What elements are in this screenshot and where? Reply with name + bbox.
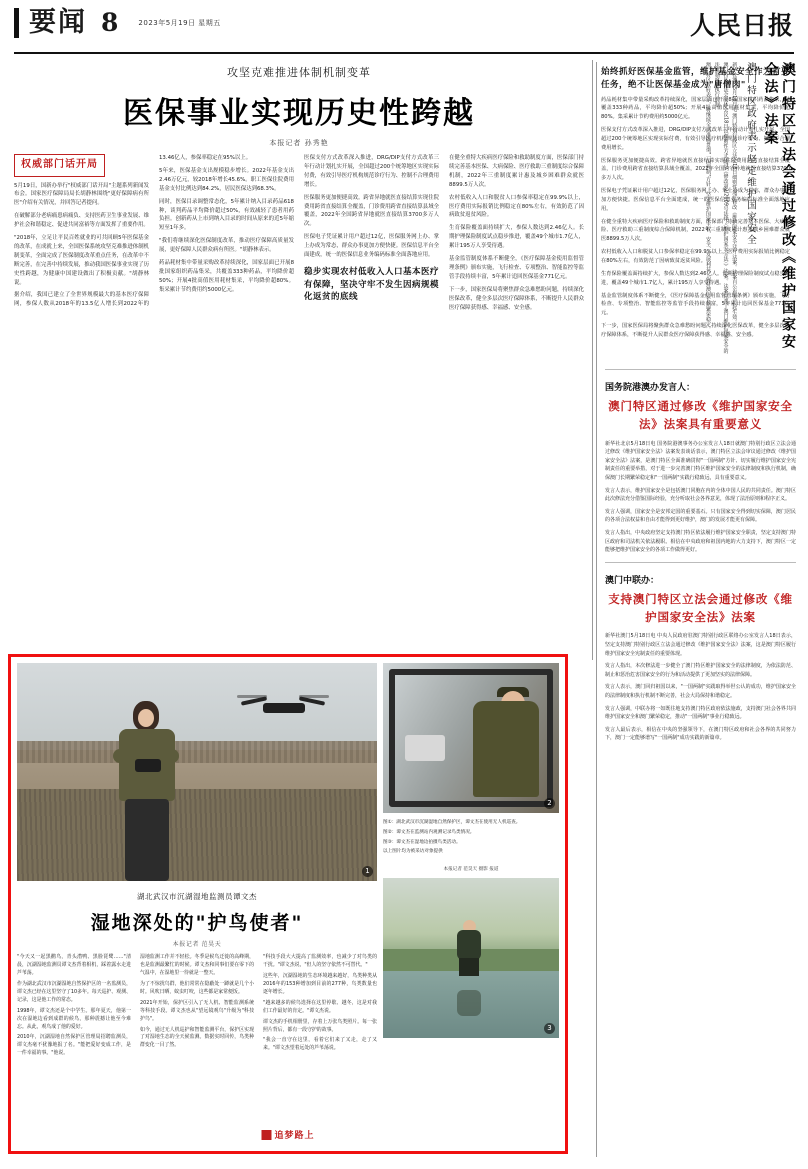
article-paragraph: 医保支付方式改革深入推进，DRG/DIP支付方式改革三年行动计划扎实开展，全国超过200个统筹地区实现实际付费，有效引导医疗机构规范诊疗行为、控制不合理费用增长。	[304, 155, 439, 188]
article-tag: 权威部门话开局	[14, 154, 105, 177]
photo-person-face	[138, 709, 154, 727]
macau-vertical-paragraph: 澳门特区立法会全体会议18日以细则性方式通过《修改第2/2009号法律〈维护国家安全法〉》法案。法案完善了澳门维护国家安全的法律制度和执行机制。	[713, 62, 729, 354]
lead-article	[14, 60, 592, 660]
article-byline: 本报记者 孙秀艳	[269, 139, 329, 147]
sidebar-paragraph: 医保电子凭证累计用户超过12亿，医保服务网上办、掌上办成为常态，群众办事更加方便快捷。医保信息平台全面建成，统一的医保信息业务编码标准全面落地应用。	[601, 188, 790, 212]
article-paragraph: "我们将继续深化医保制度改革，推动医疗保障高质量发展，更好保障人民群众病有所医。"胡静林表示。	[159, 238, 294, 254]
photo-person-legs	[459, 958, 479, 976]
feature-right	[383, 663, 559, 1145]
photo-person-legs	[125, 799, 169, 881]
article-paragraph: 药品耗材集中带量采购改革持续深化，国家层面已开展8批国家组织药品集采，共覆盖333种药品，平均降价超50%；开展4批高值医用耗材集采，平均降价超80%。集采累计节约费用约5000亿元。	[159, 260, 294, 293]
sidebar-paragraph: 医保支付方式改革深入推进，DRG/DIP支付方式改革三年行动计划扎实开展，全国超过200个统筹地区实现实际付费，有效引导医疗机构规范诊疗行为、控制不合理费用增长。	[601, 127, 790, 151]
macau-vertical-title: 澳门特区立法会通过修改《维护国家安全法》法案	[762, 62, 796, 351]
ranger-photographing-birds-photo	[383, 878, 559, 1038]
photo-person-torso	[457, 930, 481, 960]
macau-block-1	[605, 380, 796, 555]
macau-column	[596, 62, 796, 1157]
masthead	[14, 6, 794, 54]
macau-block-1-text	[605, 440, 796, 555]
feature-paragraph: 谭文杰的手机相册里，存着上万张鸟类照片。每一张照片背后，都有一段守护的故事。	[263, 1018, 377, 1033]
article-paragraph: 农村低收入人口和脱贫人口参保率稳定在99.9%以上，医疗费用实际报销比例稳定在80%左右，有效防范了因病致贫返贫风险。	[449, 194, 584, 219]
sidebar-paragraph: 生育保险覆盖面持续扩大，参保人数达到2.46亿人。长期护理保险制度试点稳步推进，覆盖49个城市1.7亿人，累计195万人享受待遇。	[601, 270, 790, 286]
photo-reflection-body	[457, 990, 481, 1016]
feature-body	[17, 954, 377, 1142]
article-paragraph: 在健全重特大疾病医疗保险和救助制度方面，医保部门持续完善基本医保、大病保险、医疗救助三重制度综合保障机制，2022年三重制度累计惠及城乡困难群众就医8899.5万人次。	[449, 155, 584, 188]
macau-paragraph: 发言人最后表示，相信在中央的坚强领导下，在澳门特区政府和社会各界的共同努力下，澳门一定能够谱写"一国两制"成功实践的新篇章。	[605, 726, 796, 742]
macau-block-2-label: 澳门中联办：	[605, 575, 660, 586]
issue-date: 2023年5月19日 星期五	[138, 19, 221, 27]
article-headline: 医保事业实现历史性跨越	[123, 96, 475, 131]
photo-badge: 1	[362, 866, 373, 877]
photo-badge: 2	[544, 798, 555, 809]
macau-vertical-paragraph: 澳门特区政府表示，将继续全面准确贯彻"一国两制"方针，坚定维护国家主权、安全、发展利益，保持澳门长期繁荣稳定。	[704, 62, 711, 332]
sidebar-paragraph: 下一步，国家医保局将聚焦群众急难愁盼问题，持续深化医保改革，健全多层次医疗保障体系，不断提升人民群众医疗保障获得感、幸福感、安全感。	[601, 323, 790, 338]
macau-paragraph: 发言人强调，中联办将一如既往地支持澳门特区政府依法施政，支持澳门社会各界共同维护国家安全和澳门繁荣稳定，推动"一国两制"事业行稳致远。	[605, 705, 796, 721]
divider	[605, 562, 796, 563]
feature-paragraph: 作为湖北武汉市沉湖湿地自然保护区的一名监测员，谭文杰已经在这里坚守了10多年。每天巡护、观测、记录，这是他工作的常态。	[17, 980, 131, 1003]
article-subhead: 稳步实现农村低收入人口基本医疗有保障，坚决守牢不发生因病规模化返贫的底线	[304, 266, 440, 303]
photo-badge: 3	[544, 1023, 555, 1034]
feature-paragraph: 1998年，谭文杰还是个中学生。那年夏天，他第一次在湿地边看到成群的候鸟，那种震撼让他至今难忘。从此，观鸟成了他的爱好。	[17, 1007, 131, 1030]
article-paragraph: 据介绍，我国已建立了全世界规模最大的基本医疗保障网，参保人数从2018年的13.5亿人增长到2022年的13.46亿人，参保率稳定在95%以上。	[14, 155, 252, 308]
feature-headline: 湿地深处的"护鸟使者"	[90, 912, 304, 934]
feature-paragraph: "我会一直守在这里，看着它们来了又走，走了又来。"谭文杰望着远处的芦苇荡说。	[263, 1037, 377, 1052]
photo-person	[109, 701, 185, 881]
article-subhead: 始终抓好医保基金监管，维护基金安全作为首要任务，绝不让医保基金成为"唐僧肉"	[601, 67, 791, 90]
macau-block-2	[605, 573, 796, 743]
article-paragraph: 医保电子凭证累计用户超过12亿，医保服务网上办、掌上办成为常态，群众办事更加方便快捷。医保信息平台全面建成，统一的医保信息业务编码标准全面落地应用。	[304, 234, 439, 259]
photo-person	[449, 920, 489, 974]
macau-block-2-headline: 支持澳门特区立法会通过修改《维护国家安全法》法案	[608, 591, 793, 624]
article-paragraph: 基金监管制度体系不断健全，《医疗保障基金使用监督管理条例》颁布实施，飞行检查、专项整治、智能监控等监管手段持续丰富，5年累计追回医保基金771亿元。	[449, 256, 584, 280]
divider	[605, 369, 796, 370]
paper-logo: 人民日报	[689, 11, 794, 40]
photo-caption	[383, 819, 559, 858]
highlighted-photo-feature[interactable]	[8, 654, 568, 1154]
article-paragraph: 5年来，医保基金支出规模稳步增长。2022年基金支出2.46万亿元，较2018年增长45.6%。职工医保住院费用基金支付比例达到84.2%，居民医保达到68.3%。	[159, 167, 294, 192]
monitoring-device-icon	[405, 735, 445, 761]
macau-block-1-label: 国务院港澳办发言人：	[605, 383, 696, 393]
macau-vertical-subtitle: 澳门特区政府表示坚定维护国家安全	[745, 62, 756, 246]
drone-propeller-left	[237, 695, 267, 698]
feature-paragraph: 如今，通过无人机巡护和智能监测平台，保护区实现了对湿地生态的全天候监测。数据实时回传，鸟类种群变化一目了然。	[140, 1026, 254, 1049]
photo-credit: 本报记者 范昊天 摄影 报道	[443, 867, 499, 873]
article-paragraph: 在破解部分老病痛患病痛负、支持医药卫生事业发展、维护社会和谐稳定、促进共同富裕等方面发挥了重要作用。	[14, 213, 149, 229]
caption-line: 图③：谭文杰在湿地边拍摄鸟类活动。	[383, 839, 461, 845]
caption-line: 图①：湖北武汉市沉湖湿地自然保护区，谭文杰在使用无人机巡查。	[383, 820, 521, 825]
feature-paragraph: 湿地监测工作并不轻松。冬季是候鸟迁徙的高峰期，也是监测最繁忙的时候。谭文杰和同事们要在零下的气温中，在湿地里一待就是一整天。	[140, 954, 254, 976]
caption-line: 以上图片均为被采访对象提供	[383, 849, 443, 855]
feature-paragraph: 这些年，沉湖湿地的生态环境越来越好，鸟类种类从2016年的153种增加到目前的277种，鸟类数量也逐年增长。	[263, 972, 377, 995]
macau-vertical-body	[703, 62, 738, 362]
feature-paragraph: 为了不惊扰鸟群，他们常常在隐蔽处一蹲就是几个小时。风吹日晒，蚊虫叮咬，这些都是家常便饭。	[140, 980, 254, 995]
macau-paragraph: 发言人指出，中央政府坚定支持澳门特区依法履行维护国家安全职责，坚定支持澳门特区政府和司法机关依法履职。相信在中央政府和祖国内地的大力支持下，澳门特区一定能够把维护国家安全的各项工作做得更好。	[605, 529, 796, 554]
feature-byline: 本报记者 范昊天	[172, 941, 222, 948]
photo-reflection	[449, 982, 489, 1026]
macau-paragraph: 新华社澳门5月18日电 中央人民政府驻澳门特别行政区联络办公室发言人18日表示，坚定支持澳门特别行政区立法会通过修改《维护国家安全法》法案，这是澳门特区履行维护国家安全宪制责任的重要体现。	[605, 633, 796, 657]
masthead-rule	[14, 8, 19, 38]
macau-block-1-headline: 澳门特区通过修改《维护国家安全法》法案具有重要意义	[608, 399, 793, 431]
feature-paragraph: "越来越多的候鸟选择在这里停歇、越冬，这是对我们工作最好的肯定。"谭文杰说。	[263, 999, 377, 1014]
macau-paragraph: 发言人指出，本次修法进一步健全了澳门特区维护国家安全的法律制度，为依法防范、制止和惩治危害国家安全的行为和活动提供了更加坚实的法律保障。	[605, 663, 796, 678]
macau-vertical-paragraph: 新华社澳门5月18日电 澳门特别行政区立法会18日细则性通过修改《维护国家安全法》法案。法案自公布翌日起生效。	[731, 62, 738, 325]
feature-left	[17, 663, 377, 1145]
article-columns	[14, 154, 584, 624]
macau-vertical-header	[605, 62, 796, 362]
article-kicker: 攻坚克难推进体制机制变革	[227, 66, 371, 79]
drone-propeller-right	[299, 695, 329, 698]
macau-paragraph: 新华社北京5月18日电 国务院港澳事务办公室发言人18日就澳门特别行政区立法会通过修改《维护国家安全法》法案发表谈话表示，澳门特区立法会审议通过修改《维护国家安全法》法案，是澳门特区全面准确贯彻"一国两制"方针、切实履行维护国家安全宪制责任的重要举措，对于进一步完善澳门特区维护国家安全的法律制度和执行机制，确保澳门长期繁荣稳定和"一国两制"实践行稳致远，具有重要意义。	[605, 440, 796, 481]
photo-reeds	[17, 789, 377, 881]
feature-paragraph: "今天又一起黑鹳鸟，青头潜鸭、黑脸琵鹭……"清晨，沉湖湿地监测员谭文杰背着相机，踩着露水走进芦苇荡。	[17, 954, 131, 976]
drone-icon	[241, 693, 325, 723]
macau-paragraph: 发言人强调，国家安全是安邦定国的重要基石。只有国家安全得到切实保障，澳门居民的各项合法权益和自由才能得到更好维护，澳门的发展才能更有保障。	[605, 508, 796, 524]
sidebar-paragraph: 基金监管制度体系不断健全，《医疗保障基金使用监督管理条例》颁布实施，飞行检查、专项整治、智能监控等监管手段持续丰富，5年累计追回医保基金771亿元。	[601, 292, 790, 317]
article-paragraph: 5月19日，国新办举行"权威部门话开局"主题系列新闻发布会。国家医疗保障局局长胡静林围绕"更好保障病有所医"介绍有关情况，并回答记者提问。	[14, 182, 149, 207]
dream-badge-label: 追梦路上	[274, 1131, 315, 1141]
photo-treeline	[17, 741, 377, 763]
masthead-right	[690, 6, 794, 42]
feature-paragraph: "科技手段大大提高了监测效率，也减少了对鸟类的干扰。"谭文杰说，"但人的坚守依然不可替代。"	[263, 954, 377, 968]
ranger-at-window-photo	[383, 663, 559, 813]
article-paragraph: 下一步，国家医保局将聚焦群众急难愁盼问题，持续深化医保改革，健全多层次医疗保障体系，不断提升人民群众医疗保障获得感、幸福感、安全感。	[449, 286, 584, 311]
feature-paragraph: 2021年开始，保护区引入了无人机、智能监测系统等科技手段。谭文杰也从"望远镜观鸟"升级为"科技护鸟"。	[140, 999, 254, 1022]
sidebar-paragraph: 医保服务更加便捷高效。跨省异地就医直接结算实现住院费用跨省直接结算全覆盖，门诊费用跨省直接结算县域全覆盖，2022年全国跨省异地就医直接结算3700多万人次。	[601, 157, 790, 182]
article-paragraph: "2018年，立足让平民百姓就业的可共回顾5年医保基金的改革，在成就上来，全国医保系统攻坚克难推进体制机制变革，全面完成了医保制度改革重点任务，在改革中不断完善，在完善中持续发展，推动我国医保事业实现了历史性跨越，为健康中国建设做出了积极贡献。"胡静林说。	[14, 235, 149, 286]
article-paragraph: 同时，医保目录调整常态化，5年累计纳入目录药品618种，谈判药品平均降价超过50%，有效减轻了患者用药负担。创新药从上市到纳入目录的时间从原来的近5年缩短至1年多。	[159, 198, 294, 232]
macau-paragraph: 发言人表示，澳门回归祖国以来，"一国两制"实践取得举世公认的成功，维护国家安全的法律制度和执行机制不断完善，社会大局保持和谐稳定。	[605, 684, 796, 699]
macau-block-2-text	[605, 632, 796, 743]
drone-controller-icon	[135, 759, 161, 772]
dream-badge-icon	[261, 1130, 271, 1140]
caption-line: 图②：谭文杰在监测站内观测记录鸟类情况。	[383, 829, 475, 835]
masthead-left	[14, 8, 221, 38]
page-number: 8	[101, 8, 119, 37]
dream-badge	[261, 1128, 314, 1141]
woman-operating-drone-photo	[17, 663, 377, 881]
sidebar-paragraph: 农村低收入人口和脱贫人口参保率稳定在99.9%以上，医疗费用实际报销比例稳定在80%左右，有效防范了因病致贫返贫风险。	[601, 249, 790, 264]
sidebar-paragraph: 药品耗材集中带量采购改革持续深化，国家层面已开展8批国家组织药品集采，共覆盖333种药品，平均降价超50%；开展4批高值医用耗材集采，平均降价超80%。集采累计节约费用约5000亿元。	[601, 96, 790, 121]
article-paragraph: 生育保险覆盖面持续扩大，参保人数达到2.46亿人。长期护理保险制度试点稳步推进，覆盖49个城市1.7亿人，累计195万人享受待遇。	[449, 225, 584, 250]
feature-paragraph: 2010年，沉湖湿地自然保护区管理局招聘监测员，谭文杰毫不犹豫地报了名。"能把爱好变成工作，是一件幸福的事。"他说。	[17, 1034, 131, 1057]
feature-overline: 湖北武汉市沉湖湿地监测员谭文杰	[137, 892, 257, 901]
newspaper-page	[0, 6, 808, 1169]
drone-body	[263, 703, 305, 713]
sidebar-paragraph: 在健全重特大疾病医疗保险和救助制度方面，医保部门持续完善基本医保、大病保险、医疗救助三重制度综合保障机制，2022年三重制度累计惠及城乡困难群众就医8899.5万人次。	[601, 218, 790, 243]
macau-paragraph: 发言人表示，维护国家安全是包括澳门同胞在内的全体中国人民的共同责任。澳门特区此次修法充分借鉴国际经验，充分听取社会各界意见，体现了法治原则和程序正义。	[605, 487, 796, 503]
photo-person-body	[473, 701, 539, 797]
article-paragraph: 医保服务更加便捷高效。跨省异地就医直接结算实现住院费用跨省直接结算全覆盖，门诊费用跨省直接结算县域全覆盖，2022年全国跨省异地就医直接结算3700多万人次。	[304, 194, 439, 228]
section-title: 要闻	[29, 7, 87, 38]
feature-inner	[17, 663, 559, 1145]
